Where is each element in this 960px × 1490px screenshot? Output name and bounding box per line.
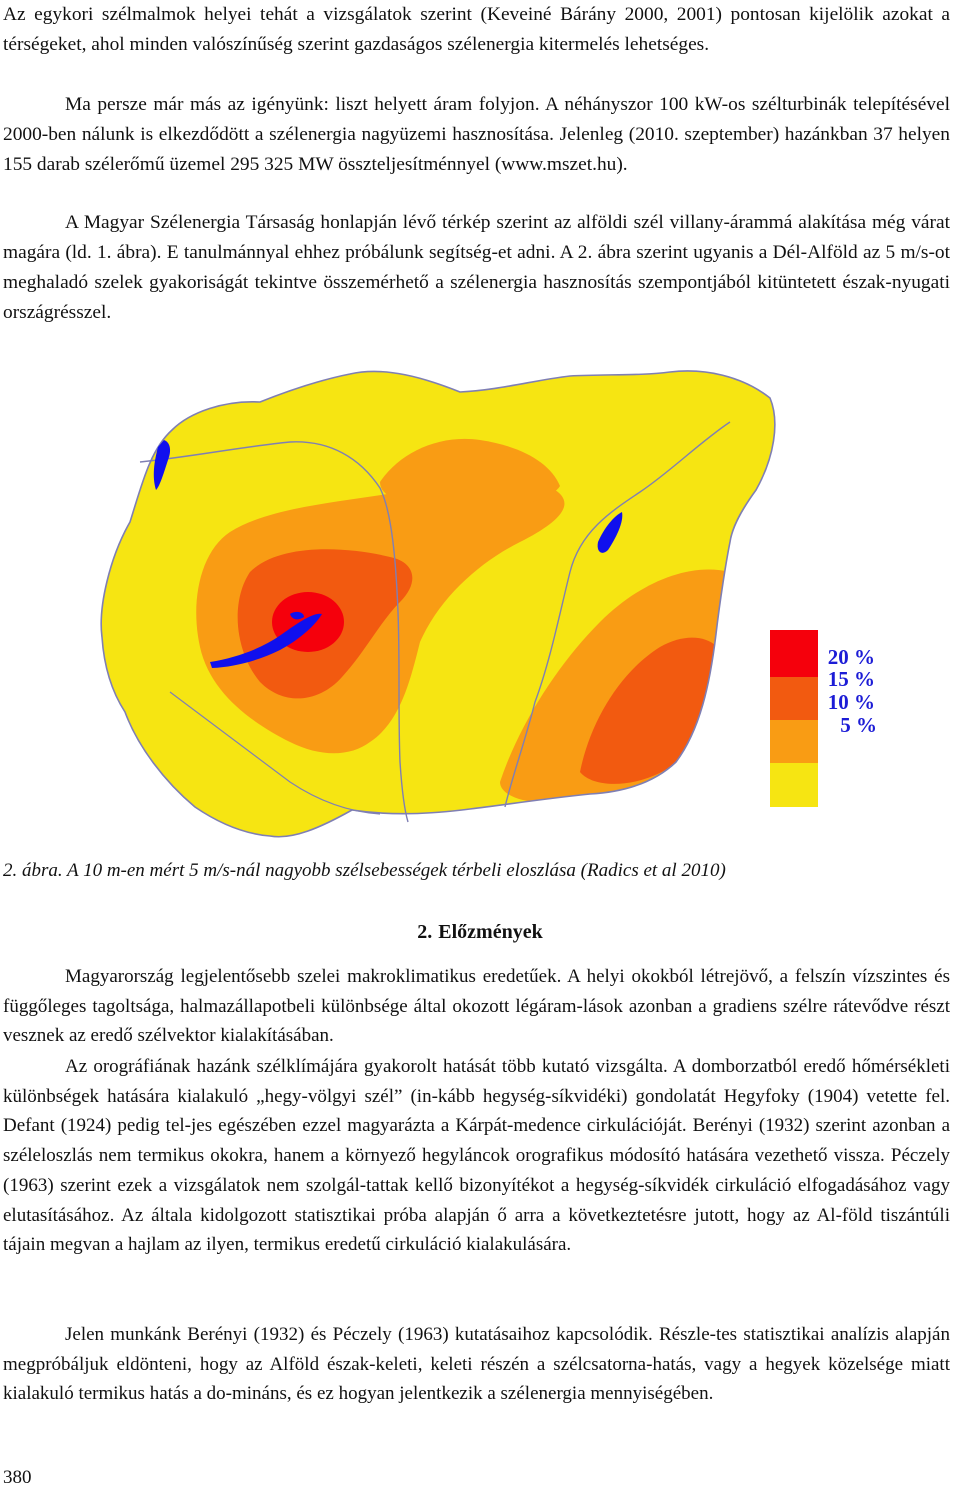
map-zones	[80, 362, 960, 852]
paragraph-present-work: Jelen munkánk Berényi (1932) és Péczely (1963) kutatásaihoz kapcsolódik. Részle-tes statisztikai analízis alapján megpróbáljuk eldönteni, hogy az Alföld észak-keleti, keleti részén a szélcsatorna-hatás, vagy a hegyek közelsége miatt kialakuló termikus hatás a do-mináns, és ez hogyan jelentkezik a szélenergia mennyiségében.	[3, 1324, 950, 1405]
legend-label-20: 20 %	[827, 645, 875, 669]
paragraph-intro: Az egykori szélmalmok helyei tehát a vizsgálatok szerint (Keveiné Bárány 2000, 2001) pontosan kijelölik azokat a térségeket, ahol minden valószínűség szerint gazdaságos szélenergia kitermelés lehetséges.	[3, 4, 950, 55]
section-number: 2.	[417, 921, 433, 943]
legend-swatch-15	[770, 677, 818, 720]
legend-swatch-20	[770, 630, 818, 677]
legend-label-5: 5 %	[840, 713, 877, 737]
map-legend	[770, 630, 877, 807]
wind-frequency-map	[80, 362, 960, 852]
page-number: 380	[3, 1467, 32, 1488]
figure-caption: 2. ábra. A 10 m-en mért 5 m/s-nál nagyobb szélsebességek térbeli eloszlása (Radics et al 2010)	[3, 860, 726, 881]
section-title: Előzmények	[438, 921, 543, 943]
paragraph-macroclimate: Magyarország legjelentősebb szelei makroklimatikus eredetűek. A helyi okokból létrejövő, a felszín vízszintes és függőleges tagoltsága, halmazállapotbeli különbsége által okozott légáram-lások azonban a gradiens szélre rátevődve részt vesznek az eredő szélvektor kialakításában.	[3, 966, 950, 1047]
paragraph-current-state: Ma persze már más az igényünk: liszt helyett áram folyjon. A néhányszor 100 kW-os szélturbinák telepítésével 2000-ben nálunk is elkezdődött a szélenergia nagyüzemi hasznosítása. Jelenleg (2010. szeptember) hazánkban 37 helyen 155 darab szélerőmű üzemel 295 325 MW összteljesítménnyel (www.mszet.hu).	[3, 94, 950, 175]
section-heading	[0, 918, 960, 946]
paragraph-orography: Az orográfiának hazánk szélklímájára gyakorolt hatását több kutató vizsgálta. A domborzatból eredő hőmérsékleti különbségek hatására kialakuló „hegy-völgyi szél” (in-kább hegység-síkvidéki) gondolatát Hegyfoky (1904) vetette fel. Defant (1924) pedig tel-jes egészében ezzel magyarázta a Kárpát-medence cirkulációját. Berényi (1932) szerint azonban a széleloszlás nem termikus okokra, hanem a környező hegyláncok orografikus módosító hatására vezethető vissza. Péczely (1963) szerint ezek a vizsgálatok nem szolgál-tattak kellő bizonyítékot a hegység-síkvidék cirkuláció elfogadásához vagy elutasításához. Az általa kidolgozott statisztikai próba alapján ő arra a következtetésre jutott, hogy az Al-föld tiszántúli tájain megvan a hajlam az ilyen, termikus eredetű cirkuláció kialakulására.	[3, 1056, 950, 1256]
map-svg	[80, 362, 960, 852]
paragraph-map-reference: A Magyar Szélenergia Társaság honlapján lévő térkép szerint az alföldi szél villany-árammá alakítása még várat magára (ld. 1. ábra). E tanulmánnyal ehhez próbálunk segítség-et adni. A 2. ábra szerint ugyanis a Dél-Alföld az 5 m/s-ot meghaladó szelek gyakoriságát tekintve összemérhető a szélenergia hasznosítás szempontjából kitüntetett észak-nyugati országrésszel.	[3, 212, 950, 323]
legend-swatch-10	[770, 720, 818, 763]
legend-swatch-5	[770, 763, 818, 807]
legend-label-15: 15 %	[827, 667, 875, 691]
legend-label-10: 10 %	[827, 690, 875, 714]
